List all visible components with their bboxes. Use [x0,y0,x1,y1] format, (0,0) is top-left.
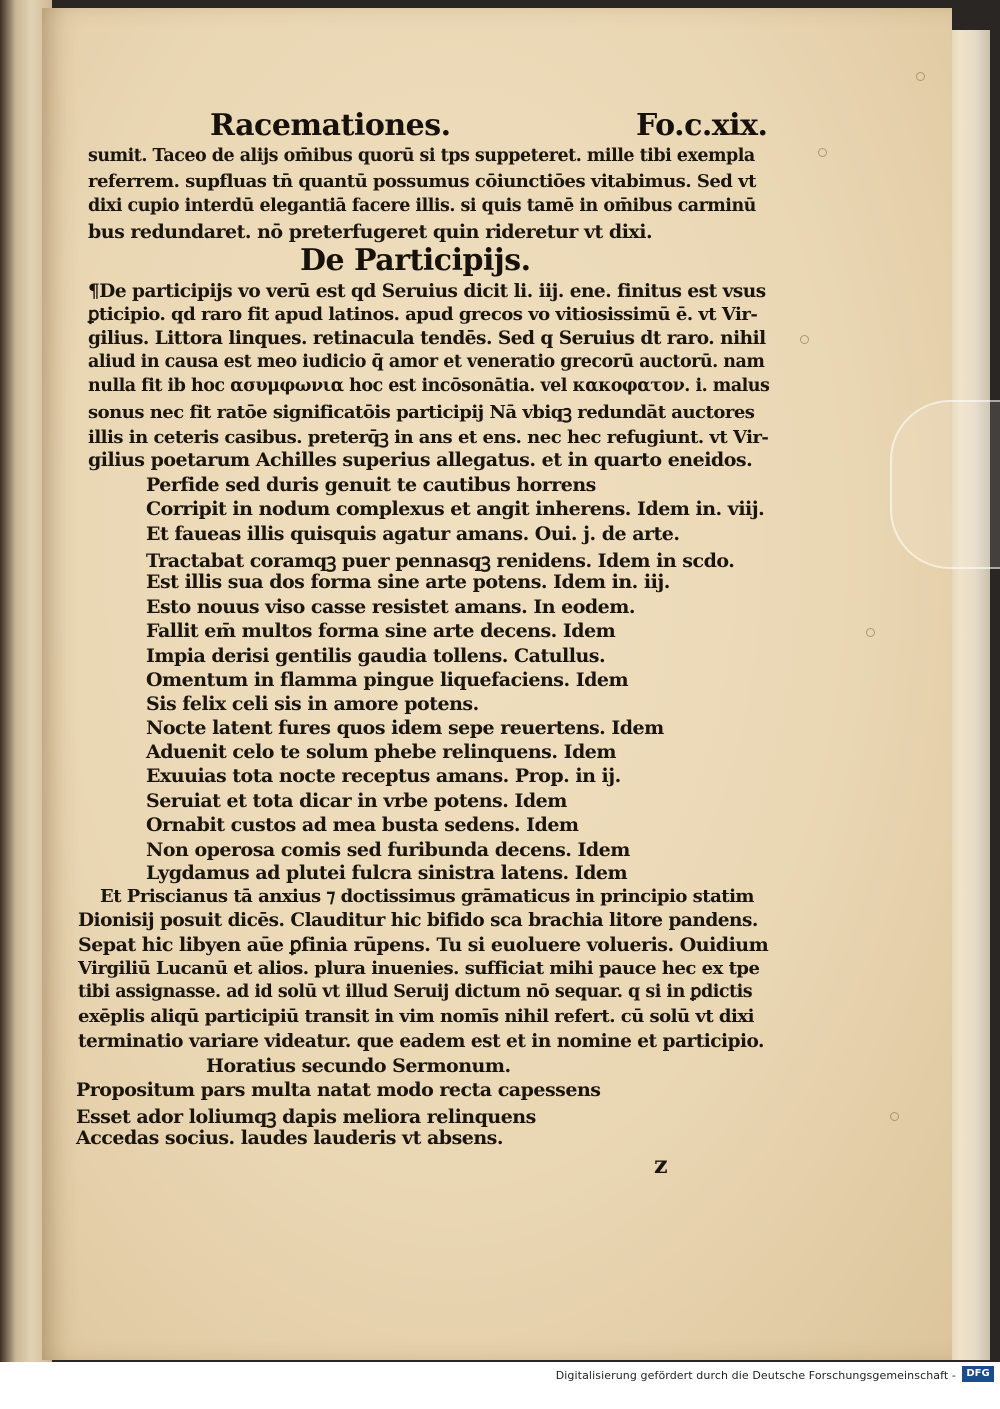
text-line: Et Priscianus tā anxius ⁊ doctissimus grāmaticus in principio statim [100,886,754,907]
citation-heading: Horatius secundo Sermonum. [206,1055,511,1077]
verse-line: Tractabat coramqꝫ puer pennasqꝫ renidens. Idem in scdo. [146,550,735,572]
paper-spot [818,148,827,157]
text-line: Virgiliū Lucanū et alios. plura inuenies. sufficiat mihi pauce hec ex tpe [78,958,760,979]
page-clip [890,400,1000,569]
text-line: Sepat hic libyen aūe ꝑfinia rūpens. Tu si euoluere volueris. Ouidium [78,934,769,956]
paper-spot [866,628,875,637]
verse-line: Accedas socius. laudes lauderis vt absens. [76,1127,503,1149]
text-line: Dionisij posuit dicēs. Clauditur hic bifido sca brachia litore pandens. [78,910,758,931]
section-heading: De Participijs. [300,243,531,278]
text-line: nulla fit ib hoc ασυμφωνια hoc est incōsonātia. vel κακοφατον. i. malus [88,376,770,396]
text-line: terminatio variare videatur. que eadem est et in nomine et participio. [78,1031,764,1052]
verse-line: Exuuias tota nocte receptus amans. Prop. in ij. [146,765,621,787]
text-line: bus redundaret. nō preterfugeret quin rideretur vt dixi. [88,221,653,243]
verse-line: Esset ador loliumqꝫ dapis meliora relinquens [76,1106,536,1128]
verse-line: Sis felix celi sis in amore potens. [146,693,479,715]
text-line: sumit. Taceo de alijs om̄ibus quorū si tps suppeteret. mille tibi exempla [88,146,755,166]
verse-line: Perfide sed duris genuit te cautibus horrens [146,474,596,496]
verse-line: Propositum pars multa natat modo recta capessens [76,1079,601,1101]
verse-line: Omentum in flamma pingue liquefaciens. Idem [146,669,629,691]
verse-line: Seruiat et tota dicar in vrbe potens. Idem [146,790,567,812]
signature-mark: z [654,1150,668,1179]
paper-spot [890,1112,899,1121]
dfg-logo: DFG [962,1366,994,1382]
folio-number: Fo.c.xix. [636,108,768,143]
text-line: tibi assignasse. ad id solū vt illud Seruij dictum nō sequar. q si in ꝑdictis [78,982,753,1002]
verse-line: Aduenit celo te solum phebe relinquens. Idem [146,741,616,763]
text-line: sonus nec fit ratōe significatōis participij Nā vbiqꝫ redundāt auctores [88,402,755,423]
text-line: exēplis aliqū participiū transit in vim nomīs nihil refert. cū solū vt dixi [78,1006,754,1027]
text-line: illis in ceteris casibus. preterq̄ꝫ in ans et ens. nec hec refugiunt. vt Vir- [88,427,769,448]
verse-line: Est illis sua dos forma sine arte potens. Idem in. iij. [146,571,670,593]
text-line: dixi cupio interdū elegantiā facere illis. si quis tamē in om̄ibus carminū [88,196,756,216]
verse-line: Corripit in nodum complexus et angit inherens. Idem in. viij. [146,498,765,520]
verse-line: Lygdamus ad plutei fulcra sinistra latens. Idem [146,862,628,884]
paper-spot [800,335,809,344]
verse-line: Fallit em̄ multos forma sine arte decens. Idem [146,620,616,642]
verse-line: Esto nouus viso casse resistet amans. In eodem. [146,596,635,618]
verse-line: Impia derisi gentilis gaudia tollens. Catullus. [146,645,606,667]
text-line: ꝑticipio. qd raro fit apud latinos. apud grecos vo vitiosissimū ē. vt Vir- [88,304,758,325]
verse-line: Non operosa comis sed furibunda decens. Idem [146,839,630,861]
funding-credit: Digitalisierung gefördert durch die Deutsche Forschungsgemeinschaft - [555,1369,956,1382]
paper-spot [916,72,925,81]
text-line: gilius. Littora linques. retinacula tendēs. Sed q Seruius dt raro. nihil [88,328,766,349]
text-line: referrem. supfluas tn̄ quantū possumus cōiunctiōes vitabimus. Sed vt [88,171,756,192]
verse-line: Nocte latent fures quos idem sepe reuertens. Idem [146,717,664,739]
running-head: Racemationes. [210,108,451,143]
text-line: gilius poetarum Achilles superius allegatus. et in quarto eneidos. [88,449,753,471]
verse-line: Ornabit custos ad mea busta sedens. Idem [146,814,579,836]
verse-line: Et faueas illis quisquis agatur amans. Oui. j. de arte. [146,523,680,545]
text-line: ¶De participijs vo verū est qd Seruius dicit li. iij. ene. finitus est vsus [88,281,766,302]
text-line: aliud in causa est meo iudicio q̄ amor et veneratio grecorū auctorū. nam [88,352,765,372]
